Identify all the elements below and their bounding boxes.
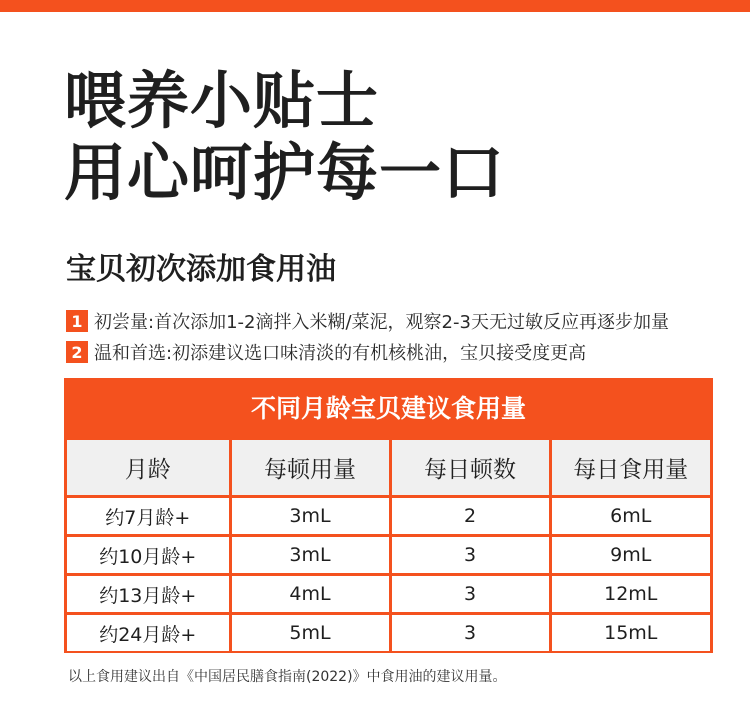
table-title: 不同月龄宝贝建议食用量 bbox=[250, 394, 526, 423]
tip-item-2 bbox=[66, 340, 586, 364]
table-header-row bbox=[67, 440, 710, 497]
headline-line-2: 用心呵护每一口 bbox=[64, 136, 506, 209]
tip-text-1: 首次添加1-2滴拌入米糊/菜泥，观察2-3天无过敏反应再逐步加量 bbox=[154, 312, 669, 333]
dosage-table bbox=[67, 440, 710, 651]
cell-per-meal: 3mL bbox=[230, 536, 390, 575]
cell-month-age: 约13月龄+ bbox=[67, 575, 230, 614]
tip-item-1 bbox=[66, 309, 669, 333]
headline-line-1: 喂养小贴士 bbox=[64, 64, 380, 137]
header-month-age: 月龄 bbox=[67, 440, 230, 497]
cell-month-age: 约10月龄+ bbox=[67, 536, 230, 575]
source-footnote: 以上食用建议出自《中国居民膳食指南(2022)》中食用油的建议用量。 bbox=[68, 669, 507, 685]
number-badge-1: 1 bbox=[66, 310, 88, 332]
table-row bbox=[67, 497, 710, 536]
cell-meals-per-day: 2 bbox=[390, 497, 550, 536]
cell-month-age: 约24月龄+ bbox=[67, 614, 230, 652]
table-row bbox=[67, 536, 710, 575]
header-per-meal: 每顿用量 bbox=[230, 440, 390, 497]
cell-daily-amount: 9mL bbox=[550, 536, 710, 575]
header-daily-amount: 每日食用量 bbox=[550, 440, 710, 497]
header-meals-per-day: 每日顿数 bbox=[390, 440, 550, 497]
cell-meals-per-day: 3 bbox=[390, 614, 550, 652]
cell-meals-per-day: 3 bbox=[390, 575, 550, 614]
tip-label-1: 初尝量: bbox=[94, 312, 155, 333]
cell-daily-amount: 6mL bbox=[550, 497, 710, 536]
cell-per-meal: 4mL bbox=[230, 575, 390, 614]
section-subtitle: 宝贝初次添加食用油 bbox=[66, 252, 336, 287]
dosage-table-panel bbox=[64, 378, 713, 653]
cell-per-meal: 5mL bbox=[230, 614, 390, 652]
top-accent-bar bbox=[0, 0, 750, 12]
cell-per-meal: 3mL bbox=[230, 497, 390, 536]
table-row bbox=[67, 614, 710, 652]
tip-label-2: 温和首选: bbox=[94, 343, 173, 364]
cell-meals-per-day: 3 bbox=[390, 536, 550, 575]
cell-daily-amount: 15mL bbox=[604, 622, 658, 644]
cell-month-age: 约7月龄+ bbox=[67, 497, 230, 536]
cell-daily-amount: 12mL bbox=[550, 575, 710, 614]
number-badge-2: 2 bbox=[66, 341, 88, 363]
table-row bbox=[67, 575, 710, 614]
tip-text-2: 初添建议选口味清淡的有机核桃油，宝贝接受度更高 bbox=[172, 343, 587, 364]
